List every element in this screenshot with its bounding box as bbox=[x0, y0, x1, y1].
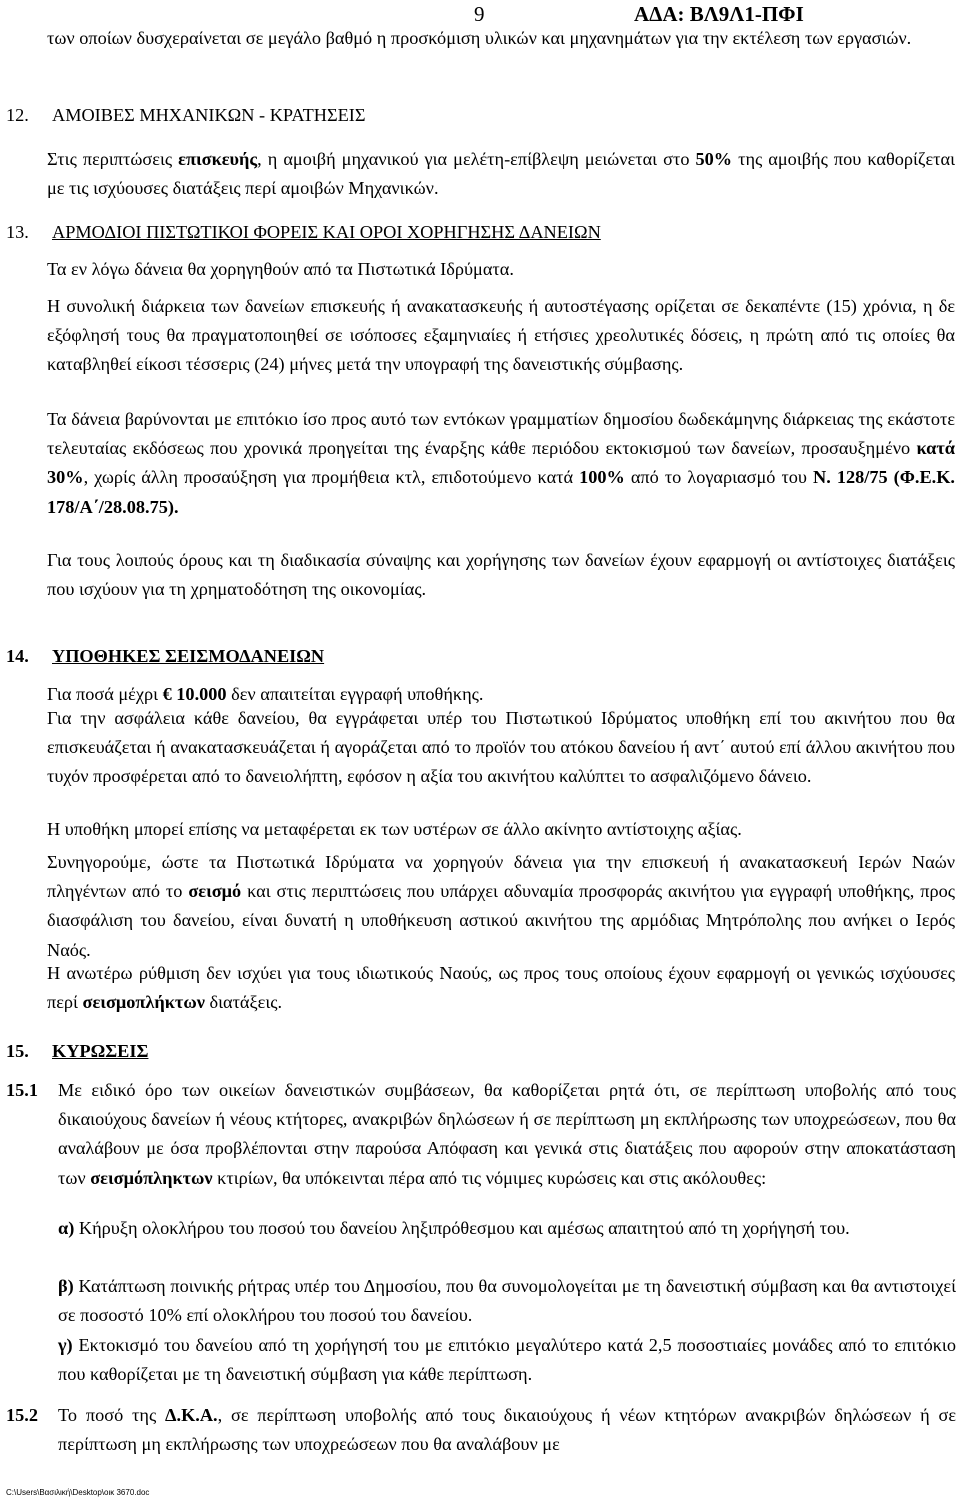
section-number: 15. bbox=[6, 1041, 29, 1061]
section-13-paragraph-2: Η συνολική διάρκεια των δανείων επισκευής ή ανακατασκευής ή αυτοστέγασης ορίζεται σε δεκαπέντε (15) χρόνια, η δε εξόφλησή τους θα πραγματοποιηθεί σε ισόποσες εξαμηνιαίες ή ετήσιες χρεολυτικές δόσεις, η πρώτη από τις οποίες θα καταβληθεί είκοσι τέσσερις (24) μήνες μετά την υπογραφή της δανειστικής σύμβασης. bbox=[47, 296, 955, 375]
section-number: 13. bbox=[6, 222, 29, 242]
section-14-paragraph-1: Για ποσά μέχρι € 10.000 δεν απαιτείται εγγραφή υποθήκης. bbox=[47, 684, 484, 704]
ada-code: ΑΔΑ: ΒΛ9Λ1-ΠΦΙ bbox=[634, 2, 804, 26]
section-title: ΑΡΜΟΔΙΟΙ ΠΙΣΤΩΤΙΚΟΙ ΦΟΡΕΙΣ ΚΑΙ ΟΡΟΙ ΧΟΡΗΓΗΣΗΣ ΔΑΝΕΙΩΝ bbox=[52, 222, 601, 242]
section-number: 12. bbox=[6, 105, 29, 125]
section-14-paragraph-5: Η ανωτέρω ρύθμιση δεν ισχύει για τους ιδιωτικούς Ναούς, ως προς τους οποίους έχουν εφαρμογή οι γενικώς ισχύουσες περί σεισμοπλήκτων διατάξεις. bbox=[47, 963, 955, 1013]
section-13-paragraph-4: Για τους λοιπούς όρους και τη διαδικασία σύναψης και χορήγησης των δανείων έχουν εφαρμογή οι αντίστοιχες διατάξεις που ισχύουν για τη χρηματοδότηση της οικονομίας. bbox=[47, 550, 955, 600]
section-13-paragraph-3: Τα δάνεια βαρύνονται με επιτόκιο ίσο προς αυτό των εντόκων γραμματίων δημοσίου δωδεκάμηνης διάρκειας της εκάστοτε τελευταίας εκδόσεως που χρονικά προηγείται της έναρξης κάθε περιόδου εκτοκισμού των δανείων, προσαυξημένο κατά 30%, χωρίς άλλη προσαύξηση για προμήθεια κτλ, επιδοτούμενο κατά 100% από το λογαριασμό του Ν. 128/75 (Φ.Ε.Κ. 178/Α΄/28.08.75). bbox=[47, 409, 955, 517]
clause-number: 15.2 bbox=[6, 1405, 38, 1425]
clause-number: 15.1 bbox=[6, 1080, 38, 1100]
section-14-paragraph-4: Συνηγορούμε, ώστε τα Πιστωτικά Ιδρύματα να χορηγούν δάνεια για την επισκευή ή ανακατασκευή Ιερών Ναών πληγέντων από το σεισμό και στις περιπτώσεις που υπάρχει αδυναμία προσφοράς ακινήτου για εγγραφή υποθήκης, προς διασφάλιση του δανείου, είναι δυνατή η υποθήκευση αστικού ακινήτου της αρμόδιας Μητρόπολης που ανήκει ο Ιερός Ναός. bbox=[47, 852, 955, 960]
section-14-paragraph-2: Για την ασφάλεια κάθε δανείου, θα εγγράφεται υπέρ του Πιστωτικού Ιδρύματος υποθήκη επί του ακινήτου που θα επισκευάζεται ή ανακατασκευάζεται ή αγοράζεται από το προϊόν του ατόκου δανείου ή αντ΄ αυτού επί άλλου ακινήτου που τυχόν προσφέρεται από το δανειολήπτη, εφόσον η αξία του ακινήτου καλύπτει το ασφαλιζόμενο δάνειο. bbox=[47, 708, 955, 787]
page-number: 9 bbox=[474, 2, 485, 26]
clause-15-1: Με ειδικό όρο των οικείων δανειστικών συμβάσεων, θα καθορίζεται ρητά ότι, σε περίπτωση υποβολής από τους δικαιούχους δανείων ή νέους κτήτορες, ανακριβών δηλώσεων ή σε περίπτωση μη εκπλήρωσης των υποχρεώσεων, που θα αναλάβουν με όσα προβλέπονται στην παρούσα Απόφαση και γενικά στις διατάξεις που αφορούν στην αποκατάσταση των σεισμόπληκτων κτιρίων, θα υπόκεινται πέρα από τις νόμιμες κυρώσεις και στις ακόλουθες: bbox=[58, 1080, 956, 1188]
clause-15-2: Το ποσό της Δ.Κ.Α., σε περίπτωση υποβολής από τους δικαιούχους ή νέων κτητόρων ανακριβών δηλώσεων ή σε περίπτωση μη εκπλήρωσης των υποχρεώσεων που θα αναλάβουν με bbox=[58, 1405, 956, 1455]
section-title: ΚΥΡΩΣΕΙΣ bbox=[52, 1041, 149, 1061]
section-14-paragraph-3: Η υποθήκη μπορεί επίσης να μεταφέρεται εκ των υστέρων σε άλλο ακίνητο αντίστοιχης αξίας. bbox=[47, 819, 742, 839]
section-title: ΑΜΟΙΒΕΣ ΜΗΧΑΝΙΚΩΝ - ΚΡΑΤΗΣΕΙΣ bbox=[52, 105, 366, 125]
section-12-paragraph: Στις περιπτώσεις επισκευής, η αμοιβή μηχανικού για μελέτη-επίβλεψη μειώνεται στο 50% της αμοιβής που καθορίζεται με τις ισχύουσες διατάξεις περί αμοιβών Μηχανικών. bbox=[47, 149, 955, 199]
section-number: 14. bbox=[6, 646, 29, 666]
intro-paragraph: των οποίων δυσχεραίνεται σε μεγάλο βαθμό η προσκόμιση υλικών και μηχανημάτων για την εκτέλεση των εργασιών. bbox=[47, 28, 912, 48]
clause-item-c: γ) Εκτοκισμό του δανείου από τη χορήγησή του με επιτόκιο μεγαλύτερο κατά 2,5 ποσοστιαίες μονάδες από το επιτόκιο που καθορίζεται με τη δανειστική σύμβαση για κάθε περίπτωση. bbox=[58, 1335, 956, 1385]
file-path-footer: C:\Users\Βασιλική\Desktop\οικ 3670.doc bbox=[6, 1488, 150, 1497]
section-13-paragraph-1: Τα εν λόγω δάνεια θα χορηγηθούν από τα Πιστωτικά Ιδρύματα. bbox=[47, 259, 514, 279]
section-title: ΥΠΟΘΗΚΕΣ ΣΕΙΣΜΟΔΑΝΕΙΩΝ bbox=[52, 646, 325, 666]
clause-item-b: β) Κατάπτωση ποινικής ρήτρας υπέρ του Δημοσίου, που θα συνομολογείται με τη δανειστική σύμβαση και θα αντιστοιχεί σε ποσοστό 10% επί ολοκλήρου του ποσού του δανείου. bbox=[58, 1276, 956, 1326]
clause-item-a: α) Κήρυξη ολοκλήρου του ποσού του δανείου ληξιπρόθεσμου και αμέσως απαιτητού από τη χορήγησή του. bbox=[58, 1218, 850, 1238]
